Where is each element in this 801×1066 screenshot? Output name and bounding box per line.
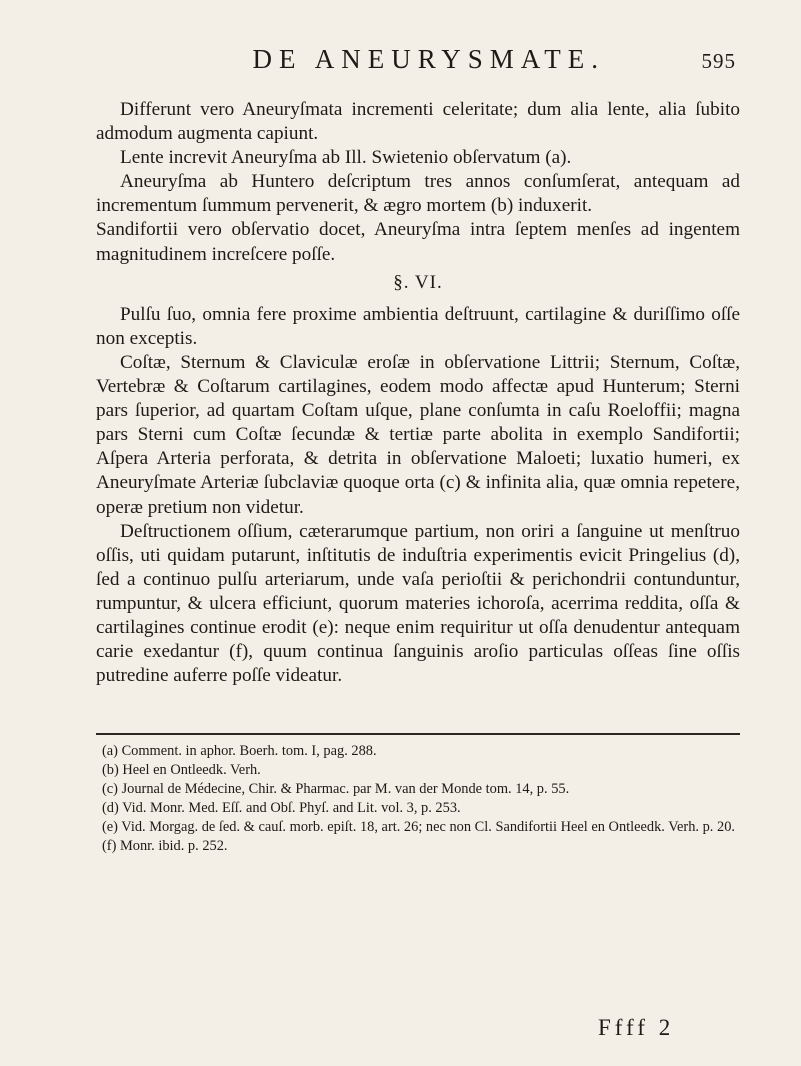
paragraph-4: Sandifortii vero obſervatio docet, Aneuryſma intra ſeptem menſes ad ingentem magnitudinem increſcere poſſe. xyxy=(96,219,740,265)
signature-mark: Ffff 2 xyxy=(598,1015,675,1040)
paragraph-5: Pulſu ſuo, omnia fere proxime ambientia deſtruunt, cartilagine & duriſſimo oſſe non exceptis. xyxy=(96,303,740,349)
paragraph-1: Differunt vero Aneuryſmata incrementi celeritate; dum alia lente, alia ſubito admodum augmenta capiunt. xyxy=(96,99,740,145)
footnote-c: (c) Journal de Médecine, Chir. & Pharmac. par M. van der Monde tom. 14, p. 55. xyxy=(102,781,570,797)
section-heading: §. VI. xyxy=(393,271,443,293)
running-title: DE ANEURYSMATE. xyxy=(252,44,606,74)
main-text xyxy=(96,98,740,688)
page-number: 595 xyxy=(701,49,736,73)
footnote-b: (b) Heel en Ontleedk. Verh. xyxy=(102,762,261,778)
footnote-divider xyxy=(96,733,740,735)
footnote-a: (a) Comment. in aphor. Boerh. tom. I, pag. 288. xyxy=(102,743,377,759)
footnote-f: (f) Monr. ibid. p. 252. xyxy=(102,838,228,854)
footnote-d: (d) Vid. Monr. Med. Eſſ. and Obſ. Phyſ. and Lit. vol. 3, p. 253. xyxy=(102,800,461,816)
page-header xyxy=(96,44,736,75)
paragraph-3: Aneuryſma ab Huntero deſcriptum tres annos conſumſerat, antequam ad incrementum ſummum pervenerit, & ægro mortem (b) induxerit. xyxy=(96,171,740,217)
paragraph-6: Coſtæ, Sternum & Claviculæ eroſæ in obſervatione Littrii; Sternum, Coſtæ, Vertebræ & Coſtarum cartilagines, eodem modo affectæ apud Hunterum; Sterni pars ſuperior, ad quartam Coſtam uſque, plane conſumta in caſu Roeloffii; magna pars Sterni cum Coſtæ ſecundæ & tertiæ parte abolita in exemplo Sandifortii; Aſpera Arteria perforata, & detrita in obſervatione Maloeti; luxatio humeri, ex Aneuryſmate Arteriæ ſubclaviæ quoque orta (c) & infinita alia, quæ omnia repetere, operæ pretium non videtur. xyxy=(96,351,740,518)
paragraph-2: Lente increvit Aneuryſma ab Ill. Swietenio obſervatum (a). xyxy=(120,147,572,169)
footnote-e: (e) Vid. Morgag. de ſed. & cauſ. morb. epiſt. 18, art. 26; nec non Cl. Sandifortii Heel en Ontleedk. Verh. p. 20. xyxy=(102,819,735,835)
paragraph-7: Deſtructionem oſſium, cæterarumque partium, non oriri a ſanguine ut menſtruo oſſis, uti quidam putarunt, inſtitutis de induſtria experimentis evicit Pringelius (d), ſed a continuo pulſu arteriarum, unde vaſa perioſtii & perichondrii contunduntur, rumpuntur, & ulcera efficiunt, quorum materies ichoroſa, acerrima reddita, oſſa & cartilagines continue erodit (e): neque enim requiritur ut oſſa denudentur antequam carie exedantur (f), quum continua ſanguinis aroſio particulas oſſeas ſine oſſis putredine auferre poſſe videatur. xyxy=(96,520,740,687)
footnotes xyxy=(96,742,740,856)
